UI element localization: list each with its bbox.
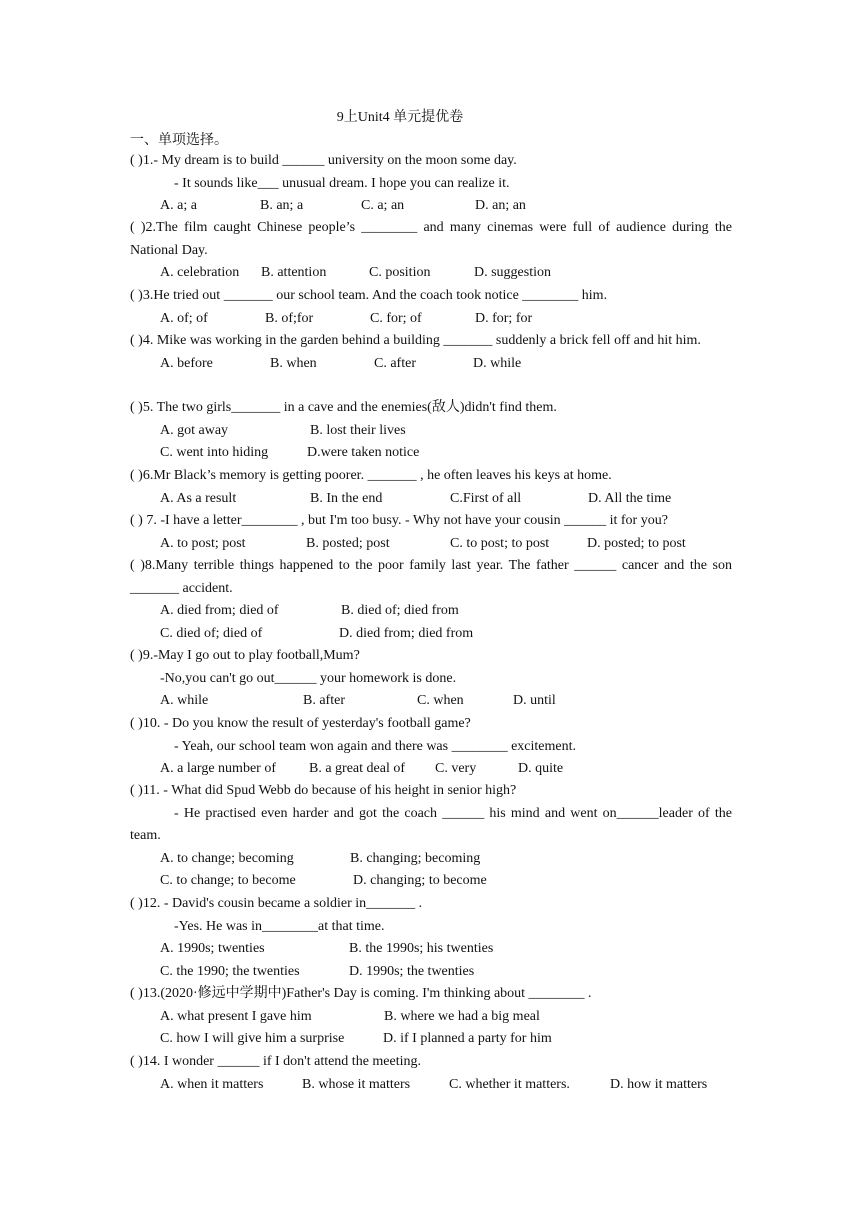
question-stem: ( )3.He tried out _______ our school team. And the coach took notice ________ him. bbox=[130, 288, 608, 303]
options-row bbox=[130, 195, 732, 218]
options-row bbox=[130, 1074, 732, 1097]
option-b: B. posted; post bbox=[306, 535, 390, 551]
option-b: B. a great deal of bbox=[309, 761, 406, 776]
option-c: C. whether it matters. bbox=[449, 1076, 570, 1092]
option-b: B. In the end bbox=[310, 490, 383, 506]
options-row bbox=[130, 758, 732, 781]
option-a: A. a large number of bbox=[160, 761, 276, 776]
question-stem: ( )8.Many terrible things happened to the poor family last year. The father ______ cancer and the son _______ accident. bbox=[130, 558, 732, 596]
question-followup: -Yes. He was in________at that time. bbox=[174, 918, 385, 934]
options-row bbox=[130, 533, 732, 556]
option-d: D. 1990s; the twenties bbox=[349, 963, 475, 979]
option-b: B. changing; becoming bbox=[350, 850, 481, 866]
question-3 bbox=[130, 285, 732, 330]
option-c: C. after bbox=[374, 355, 416, 371]
option-a: A. celebration bbox=[160, 265, 240, 280]
option-b: B. of;for bbox=[265, 310, 314, 326]
option-d: D. if I planned a party for him bbox=[383, 1031, 552, 1046]
options-row bbox=[130, 420, 732, 443]
option-c: C. for; of bbox=[370, 310, 422, 326]
options-row bbox=[130, 442, 732, 465]
option-a: A. died from; died of bbox=[160, 603, 279, 618]
question-stem: ( ) 7. -I have a letter________ , but I'm too busy. - Why not have your cousin ______ it for you? bbox=[130, 513, 668, 528]
option-c: C. position bbox=[369, 265, 431, 280]
question-stem: ( )10. - Do you know the result of yesterday's football game? bbox=[130, 716, 471, 731]
option-c: C.First of all bbox=[450, 490, 522, 506]
option-a: A. to post; post bbox=[160, 535, 246, 551]
option-a: A. a; a bbox=[160, 198, 197, 213]
option-b: B. after bbox=[303, 693, 345, 708]
option-c: C. very bbox=[435, 761, 477, 776]
question-stem: ( )2.The film caught Chinese people’s ________ and many cinemas were full of audience during the National Day. bbox=[130, 220, 732, 258]
options-row bbox=[130, 1006, 732, 1029]
option-b: B. where we had a big meal bbox=[384, 1008, 540, 1024]
question-stem: ( )5. The two girls_______ in a cave and the enemies(敌人)didn't find them. bbox=[130, 400, 557, 415]
option-a: A. what present I gave him bbox=[160, 1008, 312, 1024]
options-row bbox=[130, 848, 732, 871]
question-followup: -No,you can't go out______ your homework is done. bbox=[160, 670, 457, 686]
question-12 bbox=[130, 893, 732, 983]
option-c: C. when bbox=[417, 693, 464, 708]
option-c: C. died of; died of bbox=[160, 625, 263, 641]
question-6 bbox=[130, 465, 732, 510]
options-row bbox=[130, 961, 732, 984]
question-7 bbox=[130, 510, 732, 555]
question-stem: ( )1.- My dream is to build ______ university on the moon some day. bbox=[130, 153, 517, 168]
question-13 bbox=[130, 983, 732, 1051]
question-stem: ( )13.(2020·修远中学期中)Father's Day is coming. I'm thinking about ________ . bbox=[130, 986, 592, 1001]
option-b: B. attention bbox=[261, 265, 327, 280]
section-heading: 一、单项选择。 bbox=[130, 133, 228, 148]
option-d: D. an; an bbox=[475, 198, 526, 213]
option-b: B. an; a bbox=[260, 198, 304, 213]
options-row bbox=[130, 353, 732, 376]
option-d: D. how it matters bbox=[610, 1076, 708, 1092]
option-d: D. for; for bbox=[475, 310, 533, 326]
question-stem: ( )14. I wonder ______ if I don't attend the meeting. bbox=[130, 1054, 422, 1069]
options-row bbox=[130, 623, 732, 646]
option-a: A. As a result bbox=[160, 490, 237, 506]
option-a: A. to change; becoming bbox=[160, 850, 294, 866]
question-followup: - Yeah, our school team won again and there was ________ excitement. bbox=[174, 738, 577, 754]
option-d: D. until bbox=[513, 693, 556, 708]
question-stem: ( )11. - What did Spud Webb do because of his height in senior high? bbox=[130, 783, 517, 798]
option-b: B. whose it matters bbox=[302, 1076, 411, 1092]
question-9 bbox=[130, 645, 732, 713]
options-row bbox=[130, 1028, 732, 1051]
question-followup: - It sounds like___ unusual dream. I hope you can realize it. bbox=[174, 175, 510, 191]
option-a: A. of; of bbox=[160, 310, 208, 326]
question-1 bbox=[130, 150, 732, 218]
option-b: B. lost their lives bbox=[310, 422, 406, 438]
option-a: A. while bbox=[160, 693, 209, 708]
option-a: A. got away bbox=[160, 422, 229, 438]
options-row bbox=[130, 690, 732, 713]
options-row bbox=[130, 870, 732, 893]
option-d: D. suggestion bbox=[474, 265, 551, 280]
question-4 bbox=[130, 330, 732, 375]
question-stem: ( )6.Mr Black’s memory is getting poorer. _______ , he often leaves his keys at home. bbox=[130, 468, 612, 483]
option-a: A. when it matters bbox=[160, 1076, 264, 1092]
question-2 bbox=[130, 217, 732, 285]
options-row bbox=[130, 262, 732, 285]
option-a: A. before bbox=[160, 355, 213, 371]
option-d: D.were taken notice bbox=[307, 445, 420, 460]
option-c: C. the 1990; the twenties bbox=[160, 963, 300, 979]
page-title: 9上Unit4 单元提优卷 bbox=[336, 110, 464, 125]
option-c: C. to change; to become bbox=[160, 873, 296, 888]
option-b: B. when bbox=[270, 355, 317, 371]
question-14 bbox=[130, 1051, 732, 1096]
options-row bbox=[130, 308, 732, 331]
option-d: D. while bbox=[473, 355, 522, 371]
question-10 bbox=[130, 713, 732, 781]
option-d: D. posted; to post bbox=[587, 535, 686, 551]
option-c: C. to post; to post bbox=[450, 535, 550, 551]
option-c: C. a; an bbox=[361, 198, 405, 213]
question-5 bbox=[130, 397, 732, 465]
options-row bbox=[130, 600, 732, 623]
options-row bbox=[130, 488, 732, 511]
question-stem: ( )12. - David's cousin became a soldier in_______ . bbox=[130, 896, 423, 911]
option-b: B. the 1990s; his twenties bbox=[349, 941, 494, 956]
option-d: D. quite bbox=[518, 761, 564, 776]
option-d: D. changing; to become bbox=[353, 873, 487, 888]
option-d: D. died from; died from bbox=[339, 625, 474, 641]
options-row bbox=[130, 938, 732, 961]
option-b: B. died of; died from bbox=[341, 603, 459, 618]
question-followup: - He practised even harder and got the coach ______ his mind and went on______leader of the team. bbox=[130, 805, 732, 843]
option-c: C. went into hiding bbox=[160, 445, 269, 460]
question-stem: ( )9.-May I go out to play football,Mum? bbox=[130, 648, 360, 663]
option-c: C. how I will give him a surprise bbox=[160, 1031, 345, 1046]
question-8 bbox=[130, 555, 732, 645]
question-stem: ( )4. Mike was working in the garden behind a building _______ suddenly a brick fell off and hit him. bbox=[130, 333, 701, 348]
question-11 bbox=[130, 780, 732, 893]
option-a: A. 1990s; twenties bbox=[160, 941, 265, 956]
option-d: D. All the time bbox=[588, 490, 672, 506]
